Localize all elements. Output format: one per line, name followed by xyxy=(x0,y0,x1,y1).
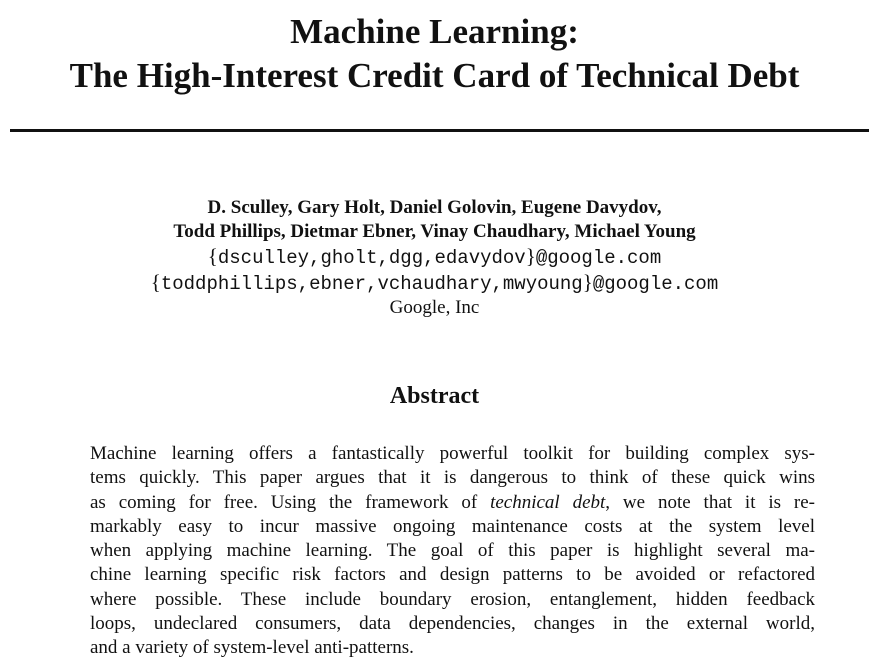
abstract-line: where possible. These include boundary erosion, entanglement, hidden feedback xyxy=(90,588,815,610)
abstract-line: chine learning specific risk factors and design patterns to be avoided or refactored xyxy=(90,564,815,586)
open-brace: { xyxy=(207,244,218,268)
abstract-body xyxy=(90,442,815,661)
email-line-2 xyxy=(0,270,869,296)
author-block xyxy=(0,196,869,320)
abstract-line: markably easy to incur massive ongoing maintenance costs at the system level xyxy=(90,515,815,537)
close-brace: } xyxy=(525,244,536,268)
abstract-line xyxy=(90,491,815,515)
email-domain: @google.com xyxy=(535,247,662,269)
email-domain: @google.com xyxy=(592,273,719,295)
abstract-text: as coming for free. Using the framework of xyxy=(90,491,491,513)
title-rule xyxy=(10,129,869,132)
affiliation: Google, Inc xyxy=(389,297,480,318)
abstract-line: tems quickly. This paper argues that it is dangerous to think of these quick wins xyxy=(90,467,815,489)
abstract-line: loops, undeclared consumers, data dependencies, changes in the external world, xyxy=(90,613,815,635)
author-names-line-1: D. Sculley, Gary Holt, Daniel Golovin, Eugene Davydov, xyxy=(207,197,662,218)
title-line-2: The High-Interest Credit Card of Technical Debt xyxy=(69,56,800,95)
email-line-1 xyxy=(0,244,869,270)
abstract-heading: Abstract xyxy=(389,383,480,409)
title-line-1: Machine Learning: xyxy=(290,12,579,51)
paper-title xyxy=(0,10,869,98)
abstract-line: and a variety of system-level anti-patterns. xyxy=(90,637,414,659)
abstract-line: Machine learning offers a fantastically powerful toolkit for building complex sys- xyxy=(90,443,815,464)
email-group-2: toddphillips,ebner,vchaudhary,mwyoung xyxy=(160,273,583,295)
email-group-1: dsculley,gholt,dgg,edavydov xyxy=(217,247,526,269)
author-names-line-2: Todd Phillips, Dietmar Ebner, Vinay Chaudhary, Michael Young xyxy=(173,221,696,242)
abstract-emphasis: technical debt xyxy=(490,491,606,513)
close-brace: } xyxy=(582,270,593,294)
open-brace: { xyxy=(150,270,161,294)
abstract-line: when applying machine learning. The goal of this paper is highlight several ma- xyxy=(90,540,815,562)
abstract-text: , we note that it is re- xyxy=(605,491,815,513)
